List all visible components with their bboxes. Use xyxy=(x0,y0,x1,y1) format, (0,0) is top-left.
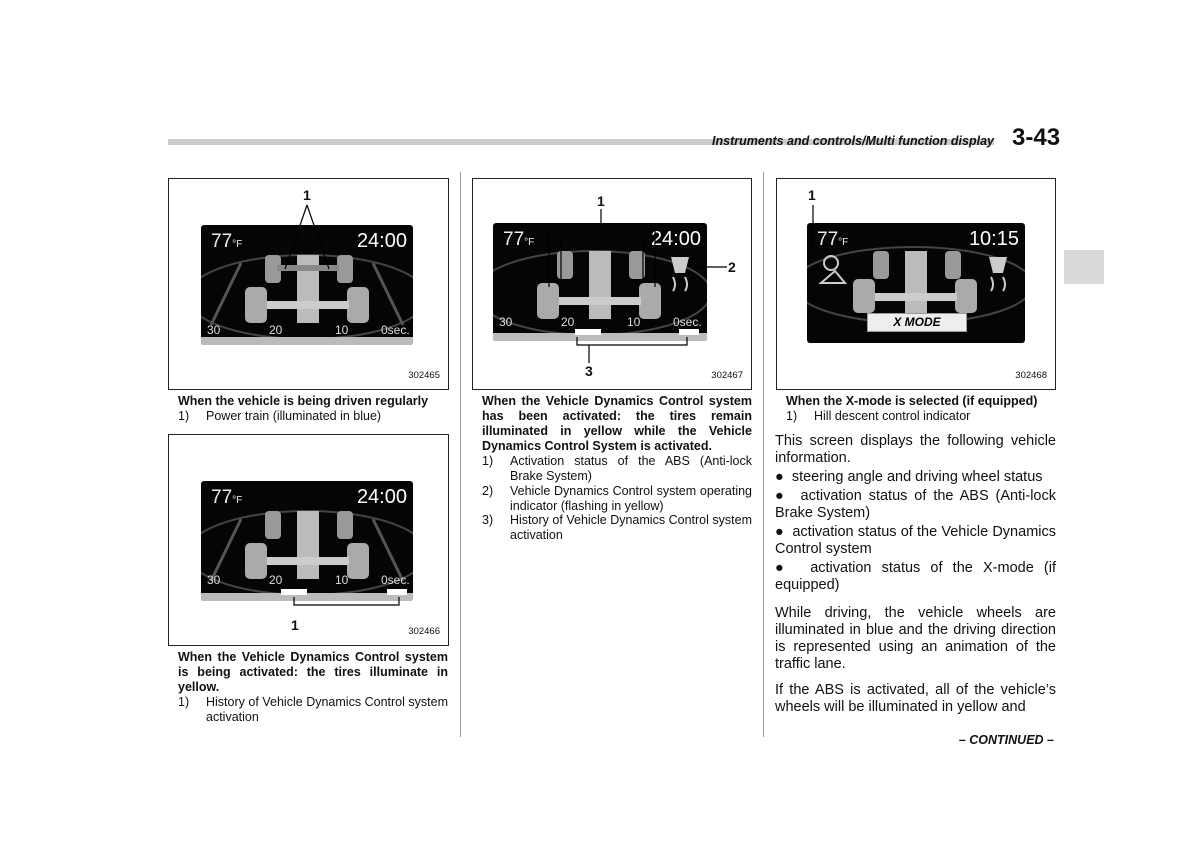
scale-10: 10 xyxy=(335,323,349,337)
figure-3-item-3: 3) History of Vehicle Dynamics Control system activation xyxy=(482,513,752,542)
figure-3-item-1: 1) Activation status of the ABS (Anti-lock Brake System) xyxy=(482,454,752,483)
clock-readout: 24:00 xyxy=(356,486,407,508)
column-divider-2 xyxy=(763,172,764,737)
page-number: 3-43 xyxy=(1012,124,1061,151)
callout-1: 1 xyxy=(291,617,299,633)
scale-30: 30 xyxy=(207,573,221,587)
callout-leaders xyxy=(473,179,751,389)
figure-2-item: 1) History of Vehicle Dynamics Control system activation xyxy=(178,695,448,724)
callout-1: 1 xyxy=(808,187,816,203)
callout-leaders xyxy=(169,435,448,645)
column-divider-1 xyxy=(460,172,461,737)
scale-20: 20 xyxy=(561,315,575,329)
paragraph-abs: If the ABS is activated, all of the vehicle’s wheels will be illuminated in yellow and xyxy=(775,682,1056,715)
figure-4 xyxy=(776,178,1056,390)
callout-1: 1 xyxy=(597,193,605,209)
callout-3: 3 xyxy=(585,363,593,379)
temperature-readout: 77°F xyxy=(211,487,243,508)
scale-10: 10 xyxy=(627,315,641,329)
figure-3-item-2: 2) Vehicle Dynamics Control system operating indicator (flashing in yellow) xyxy=(482,484,752,513)
chapter-tab xyxy=(1064,250,1104,284)
figure-2 xyxy=(168,434,449,646)
scale-0sec: 0sec. xyxy=(673,315,702,329)
bullet-1: ● steering angle and driving wheel status xyxy=(775,469,1043,485)
callout-leaders xyxy=(169,179,448,389)
bullet-2: ● activation status of the ABS (Anti-lock Brake System) xyxy=(775,488,1056,521)
section-title: Instruments and controls/Multi function display xyxy=(712,134,994,148)
callout-leaders xyxy=(777,179,1055,389)
callout-2: 2 xyxy=(728,259,736,275)
figure-id: 302467 xyxy=(711,370,743,381)
intro-paragraph: This screen displays the following vehicle information. xyxy=(775,433,1056,466)
temperature-readout: 77°F xyxy=(503,229,535,250)
continued-marker: – CONTINUED – xyxy=(958,733,1054,747)
x-mode-badge: X MODE xyxy=(867,313,967,332)
callout-1: 1 xyxy=(303,187,311,203)
figure-3 xyxy=(472,178,752,390)
temperature-readout: 77°F xyxy=(211,231,243,252)
figure-id: 302466 xyxy=(408,626,440,637)
bullet-3: ● activation status of the Vehicle Dynamics Control system xyxy=(775,524,1056,557)
scale-20: 20 xyxy=(269,573,283,587)
scale-0sec: 0sec. xyxy=(381,323,410,337)
figure-id: 302465 xyxy=(408,370,440,381)
scale-10: 10 xyxy=(335,573,349,587)
figure-1-item: 1) Power train (illuminated in blue) xyxy=(178,409,382,423)
clock-readout: 10:15 xyxy=(968,228,1019,250)
clock-readout: 24:00 xyxy=(650,228,701,250)
scale-0sec: 0sec. xyxy=(381,573,410,587)
figure-4-item: 1) Hill descent control indicator xyxy=(786,409,971,423)
figure-4-caption: When the X-mode is selected (if equipped) xyxy=(786,394,1038,408)
scale-30: 30 xyxy=(499,315,513,329)
temperature-readout: 77°F xyxy=(817,229,849,250)
scale-30: 30 xyxy=(207,323,221,337)
bullet-4: ● activation status of the X-mode (if equipped) xyxy=(775,560,1056,593)
figure-id: 302468 xyxy=(1015,370,1047,381)
figure-3-caption: When the Vehicle Dynamics Control system has been activated: the tires remain illuminated in yellow while the Vehicle Dynamics Control System is activated. xyxy=(482,394,752,453)
clock-readout: 24:00 xyxy=(356,230,407,252)
scale-20: 20 xyxy=(269,323,283,337)
paragraph-driving: While driving, the vehicle wheels are illuminated in blue and the driving direction is represented using an animation of the traffic lane. xyxy=(775,605,1056,672)
figure-1 xyxy=(168,178,449,390)
figure-2-caption: When the Vehicle Dynamics Control system is being activated: the tires illuminate in yellow. xyxy=(178,650,448,694)
figure-1-caption: When the vehicle is being driven regularly xyxy=(178,394,429,408)
